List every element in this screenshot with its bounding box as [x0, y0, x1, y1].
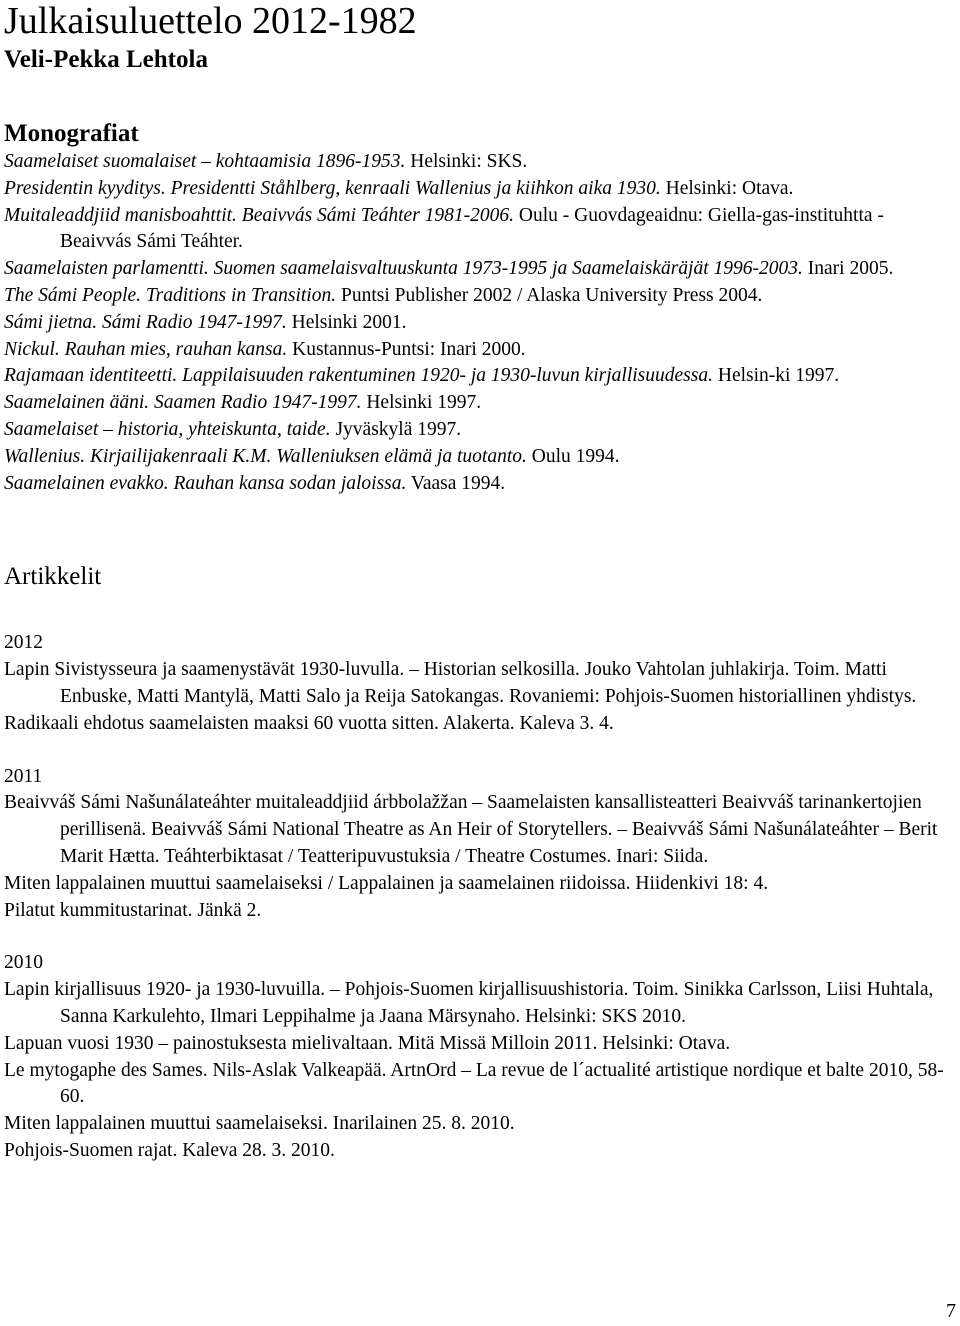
monographs-heading: Monografiat — [4, 120, 139, 147]
monograph-publication: Helsinki 1997. — [361, 392, 482, 414]
articles-list-2012 — [4, 657, 956, 737]
monograph-entry — [4, 149, 956, 176]
monograph-publication: Helsin-ki 1997. — [712, 365, 840, 387]
monograph-title: Wallenius. Kirjailijakenraali K.M. Walleniuksen elämä ja tuotanto. — [4, 445, 527, 467]
monograph-publication: Kustannus-Puntsi: Inari 2000. — [287, 338, 526, 360]
article-entry: Lapuan vuosi 1930 – painostuksesta mielivaltaan. Mitä Missä Milloin 2011. Helsinki: Otava. — [4, 1032, 731, 1054]
article-entry: Pohjois-Suomen rajat. Kaleva 28. 3. 2010. — [4, 1139, 335, 1161]
monograph-publication: Oulu 1994. — [526, 445, 620, 467]
article-entry: Beaivváš Sámi Našunálateáhter muitaleaddjiid árbbolažžan – Saamelaisten kansallisteatteri Beaivváš tarinankertojien perillisenä. Beaivváš Sámi National Theatre as An Heir of Storytellers. – Beaivváš Sámi Našunálateáhter – Berit Marit Hætta. Teáhterbiktasat / Teatteripuvustuksia / Theatre Costumes. Inari: Siida. — [4, 792, 938, 867]
articles-heading: Artikkelit — [4, 563, 102, 591]
monograph-title: The Sámi People. Traditions in Transition. — [4, 284, 337, 306]
document-page — [4, 0, 956, 1165]
monograph-entry — [4, 471, 956, 498]
monograph-entry — [4, 444, 956, 471]
monograph-title: Saamelaisten parlamentti. Suomen saamelaisvaltuuskunta 1973-1995 ja Saamelaiskäräjät 1996-2003. — [4, 258, 803, 280]
monograph-title: Presidentin kyyditys. Presidentti Ståhlberg, kenraali Wallenius ja kiihkon aika 1930. — [4, 177, 661, 199]
monograph-publication: Inari 2005. — [802, 258, 894, 280]
article-entry: Lapin Sivistysseura ja saamenystävät 1930-luvulla. – Historian selkosilla. Jouko Vahtolan juhlakirja. Toim. Matti Enbuske, Matti Mantylä, Matti Salo ja Reija Satokangas. Rovaniemi: Pohjois-Suomen historiallinen yhdistys. — [4, 659, 917, 707]
articles-list-2011 — [4, 790, 956, 924]
monograph-title: Saamelaiset suomalaiset – kohtaamisia 1896-1953. — [4, 151, 406, 172]
monograph-title: Saamelainen ääni. Saamen Radio 1947-1997. — [4, 392, 362, 414]
article-entry: Lapin kirjallisuus 1920- ja 1930-luvuilla. – Pohjois-Suomen kirjallisuushistoria. Toim. Sinikka Carlsson, Liisi Huhtala, Sanna Karkulehto, Ilmari Leppihalme ja Jaana Märsynaho. Helsinki: SKS 2010. — [4, 979, 934, 1027]
monograph-entry — [4, 310, 956, 337]
monograph-publication: Vaasa 1994. — [406, 472, 506, 494]
page-number: 7 — [946, 1300, 956, 1322]
monograph-publication: Oulu - Guovdageaidnu: Giella-gas-instituhtta - Beaivvás Sámi Teáhter. — [60, 204, 884, 253]
monograph-publication: Helsinki 2001. — [286, 311, 407, 333]
articles-list-2010 — [4, 977, 956, 1165]
monograph-publication: Puntsi Publisher 2002 / Alaska University Press 2004. — [336, 284, 763, 306]
author-name: Veli-Pekka Lehtola — [4, 46, 208, 73]
monograph-entry — [4, 283, 956, 310]
article-entry: Miten lappalainen muuttui saamelaiseksi. Inarilainen 25. 8. 2010. — [4, 1113, 515, 1135]
monograph-entry — [4, 390, 956, 417]
article-entry: Radikaali ehdotus saamelaisten maaksi 60 vuotta sitten. Alakerta. Kaleva 3. 4. — [4, 712, 614, 734]
monograph-publication: Jyväskylä 1997. — [330, 418, 462, 440]
monograph-entry — [4, 256, 956, 283]
year-heading: 2010 — [4, 952, 43, 974]
monographs-list — [4, 149, 956, 497]
monograph-title: Saamelainen evakko. Rauhan kansa sodan jaloissa. — [4, 472, 407, 494]
monograph-entry — [4, 337, 956, 364]
year-heading: 2012 — [4, 632, 43, 654]
monograph-title: Saamelaiset – historia, yhteiskunta, taide. — [4, 418, 331, 440]
monograph-entry — [4, 176, 956, 203]
article-entry: Le mytogaphe des Sames. Nils-Aslak Valkeapää. ArtnOrd – La revue de l´actualité artistique nordique et balte 2010, 58-60. — [4, 1059, 944, 1108]
page-title: Julkaisuluettelo 2012-1982 — [4, 0, 417, 42]
monograph-publication: Helsinki: Otava. — [660, 177, 794, 199]
monograph-entry — [4, 203, 956, 257]
monograph-title: Nickul. Rauhan mies, rauhan kansa. — [4, 338, 288, 360]
monograph-publication: Helsinki: SKS. — [405, 151, 528, 172]
monograph-entry — [4, 417, 956, 444]
article-entry: Pilatut kummitustarinat. Jänkä 2. — [4, 899, 262, 921]
monograph-title: Rajamaan identiteetti. Lappilaisuuden rakentuminen 1920- ja 1930-luvun kirjallisuudessa. — [4, 365, 713, 387]
monograph-entry — [4, 363, 956, 390]
monograph-title: Muitaleaddjiid manisboahttit. Beaivvás Sámi Teáhter 1981-2006. — [4, 204, 515, 226]
article-entry: Miten lappalainen muuttui saamelaiseksi / Lappalainen ja saamelainen riidoissa. Hiidenkivi 18: 4. — [4, 872, 769, 894]
year-heading: 2011 — [4, 765, 43, 787]
monograph-title: Sámi jietna. Sámi Radio 1947-1997. — [4, 311, 287, 333]
